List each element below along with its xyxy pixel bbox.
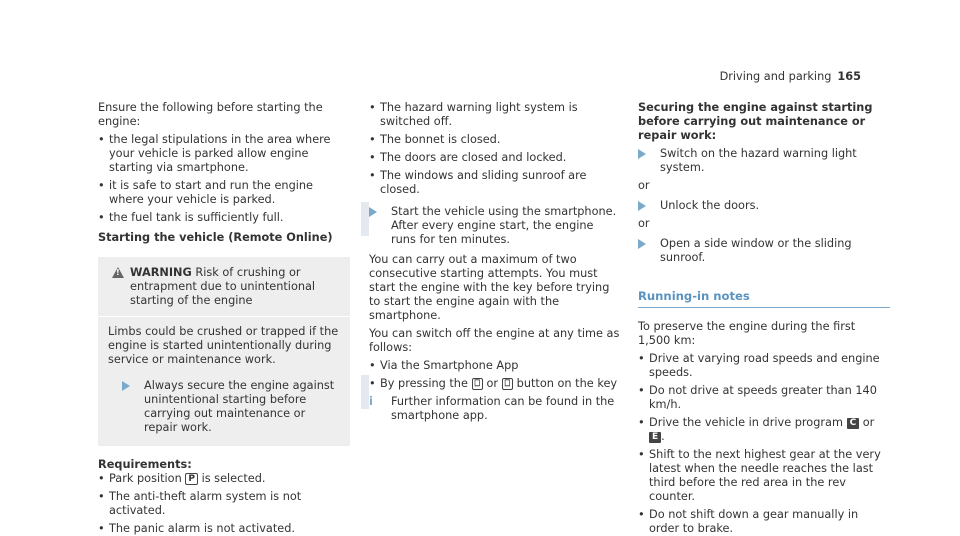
drive-program-e-icon: E (649, 432, 661, 443)
list-item: • The panic alarm is not activated. (98, 522, 350, 536)
step-text: Switch on the hazard warning light system. (660, 147, 857, 174)
list-item-text: is selected. (201, 472, 266, 485)
lock-key-icon: ⎕ (472, 378, 483, 390)
arrow-icon (638, 239, 646, 249)
column-1 (98, 101, 350, 536)
intro-text: Ensure the following before starting the engine: (98, 101, 323, 128)
park-key-icon: P (185, 473, 198, 485)
subheading: Securing the engine against starting before carrying out maintenance or repair work: (638, 101, 873, 142)
info-note (369, 395, 621, 423)
or-text: or (638, 179, 650, 192)
step-text: Start the vehicle using the smartphone. After every engine start, the engine runs for ten minutes. (391, 205, 617, 246)
section-title: Running-in notes (638, 289, 750, 303)
page-header (720, 70, 861, 84)
instruction-step (638, 147, 890, 175)
or-text: or (638, 217, 650, 230)
list-item-text: or (862, 416, 875, 429)
warning-text: Risk of crushing or entrapment due to unintentional starting of the engine (130, 266, 316, 307)
list-item: • it is safe to start and run the engine where your vehicle is parked. (98, 179, 350, 207)
section-divider (638, 307, 890, 308)
warning-body: Limbs could be crushed or trapped if the engine is started unintentionally during service or maintenance work. (108, 325, 339, 366)
list-item: • Do not shift down a gear manually in order to brake. (638, 508, 890, 536)
arrow-icon (369, 207, 377, 217)
list-item-text: Park position (109, 472, 182, 485)
step-text: Open a side window or the sliding sunroof. (660, 237, 852, 264)
list-item: • The bonnet is closed. (369, 133, 621, 147)
list-item: • Via the Smartphone App (369, 359, 621, 373)
arrow-icon (638, 201, 646, 211)
list-item: • the legal stipulations in the area where your vehicle is parked allow engine starting via smartphone. (98, 133, 350, 175)
list-item: • Do not drive at speeds greater than 140 km/h. (638, 384, 890, 412)
warning-label: WARNING (130, 266, 192, 279)
instruction-step (638, 237, 890, 265)
requirements-heading: Requirements: (98, 458, 192, 471)
list-item: • Drive the vehicle in drive program C or E . (638, 416, 890, 444)
warning-box (98, 257, 350, 446)
list-item (98, 472, 350, 486)
list-item: • The anti-theft alarm system is not activated. (98, 490, 350, 518)
page-number: 165 (837, 70, 861, 83)
list-item-text: button on the key (516, 377, 618, 390)
list-item: • The doors are closed and locked. (369, 151, 621, 165)
list-item: • Shift to the next highest gear at the very latest when the needle reaches the last third before the red area in the rev counter. (638, 448, 890, 504)
step-text: Always secure the engine against unintentional starting before carrying out maintenance or repair work. (144, 379, 335, 434)
list-item: • The windows and sliding sunroof are closed. (369, 169, 621, 197)
list-item-text: Drive the vehicle in drive program (649, 416, 843, 429)
arrow-icon (122, 381, 130, 391)
warning-icon (112, 267, 124, 278)
note-text: Further information can be found in the smartphone app. (391, 395, 615, 422)
paragraph: You can switch off the engine at any time as follows: (369, 327, 620, 354)
paragraph: You can carry out a maximum of two consecutive starting attempts. You must start the engine with the key before trying to start the engine again with the smartphone. (369, 253, 610, 322)
warning-step (122, 379, 340, 435)
list-item (369, 377, 621, 391)
list-item: • The hazard warning light system is switched off. (369, 101, 621, 129)
header-section: Driving and parking (719, 70, 832, 83)
side-marker (361, 375, 369, 409)
side-marker (361, 202, 369, 236)
instruction-step (369, 205, 621, 247)
instruction-step (638, 199, 890, 213)
column-3 (638, 101, 890, 536)
warning-header (108, 266, 340, 308)
unlock-key-icon: ⎕ (502, 378, 513, 390)
drive-program-c-icon: C (847, 418, 860, 429)
list-item: • the fuel tank is sufficiently full. (98, 211, 350, 225)
step-text: Unlock the doors. (660, 199, 760, 212)
list-item-text: By pressing the (380, 377, 468, 390)
intro-text: To preserve the engine during the first 1,500 km: (638, 320, 856, 347)
list-item-text: or (486, 377, 499, 390)
subheading: Starting the vehicle (Remote Online) (98, 231, 333, 244)
list-item: • Drive at varying road speeds and engine speeds. (638, 352, 890, 380)
divider (98, 316, 350, 317)
arrow-icon (638, 149, 646, 159)
column-2 (369, 101, 621, 423)
info-icon: i (369, 395, 373, 408)
